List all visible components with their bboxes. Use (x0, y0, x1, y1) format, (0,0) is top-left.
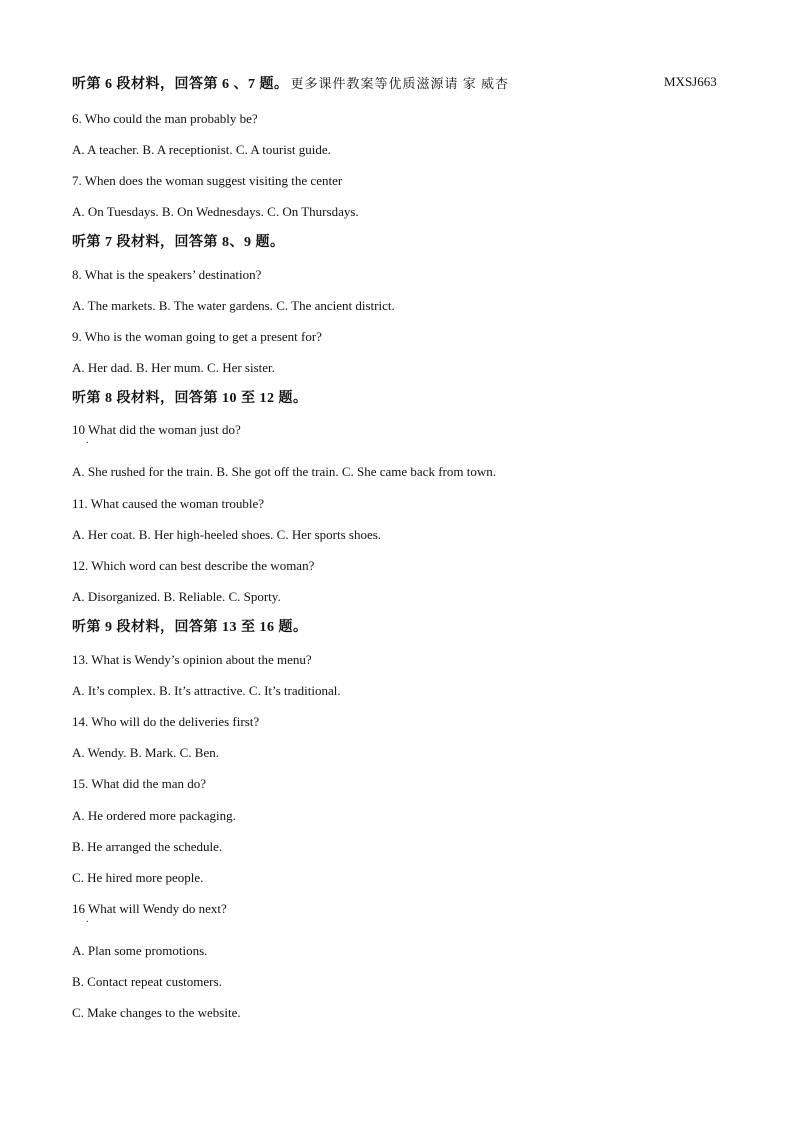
stray-dot-16: . (86, 914, 89, 925)
section-heading-7: 听第 7 段材料，回答第 8、9 题。 (72, 235, 285, 250)
promo-text: 更多课件教案等优质滋源请 家 威杏 (290, 76, 510, 91)
question-15: 15. What did the man do? (72, 776, 207, 791)
question-8: 8. What is the speakers’ destination? (72, 267, 262, 282)
question-13: 13. What is Wendy’s opinion about the menu? (72, 652, 312, 667)
option-15-c: C. He hired more people. (72, 870, 204, 885)
question-14: 14. Who will do the deliveries first? (72, 714, 260, 729)
option-15-a: A. He ordered more packaging. (72, 808, 236, 823)
option-15-b: B. He arranged the schedule. (72, 839, 223, 854)
question-11: 11. What caused the woman trouble? (72, 496, 265, 511)
options-14: A. Wendy. B. Mark. C. Ben. (72, 745, 219, 760)
section-heading-8: 听第 8 段材料，回答第 10 至 12 题。 (72, 391, 308, 406)
options-13: A. It’s complex. B. It’s attractive. C. It’s traditional. (72, 683, 341, 698)
section-heading-9: 听第 9 段材料，回答第 13 至 16 题。 (72, 620, 308, 635)
question-12: 12. Which word can best describe the woman? (72, 558, 315, 573)
question-16: 16 What will Wendy do next? (72, 901, 227, 916)
options-9: A. Her dad. B. Her mum. C. Her sister. (72, 360, 275, 375)
option-16-a: A. Plan some promotions. (72, 943, 208, 958)
options-11: A. Her coat. B. Her high-heeled shoes. C. Her sports shoes. (72, 527, 382, 542)
section-heading-6 (72, 73, 509, 93)
question-7: 7. When does the woman suggest visiting the center (72, 173, 343, 188)
question-10: 10 What did the woman just do? (72, 422, 241, 437)
section-heading-text: 听第 6 段材料，回答第 6 、7 题。 (72, 77, 289, 92)
options-6: A. A teacher. B. A receptionist. C. A tourist guide. (72, 142, 331, 157)
question-9: 9. Who is the woman going to get a present for? (72, 329, 322, 344)
options-7: A. On Tuesdays. B. On Wednesdays. C. On Thursdays. (72, 204, 359, 219)
option-16-b: B. Contact repeat customers. (72, 974, 222, 989)
options-12: A. Disorganized. B. Reliable. C. Sporty. (72, 589, 281, 604)
option-16-c: C. Make changes to the website. (72, 1005, 241, 1020)
document-code: MXSJ663 (664, 74, 717, 89)
question-6: 6. Who could the man probably be? (72, 111, 258, 126)
options-8: A. The markets. B. The water gardens. C. The ancient district. (72, 298, 395, 313)
stray-dot-10: . (86, 435, 89, 446)
options-10: A. She rushed for the train. B. She got off the train. C. She came back from town. (72, 464, 496, 479)
